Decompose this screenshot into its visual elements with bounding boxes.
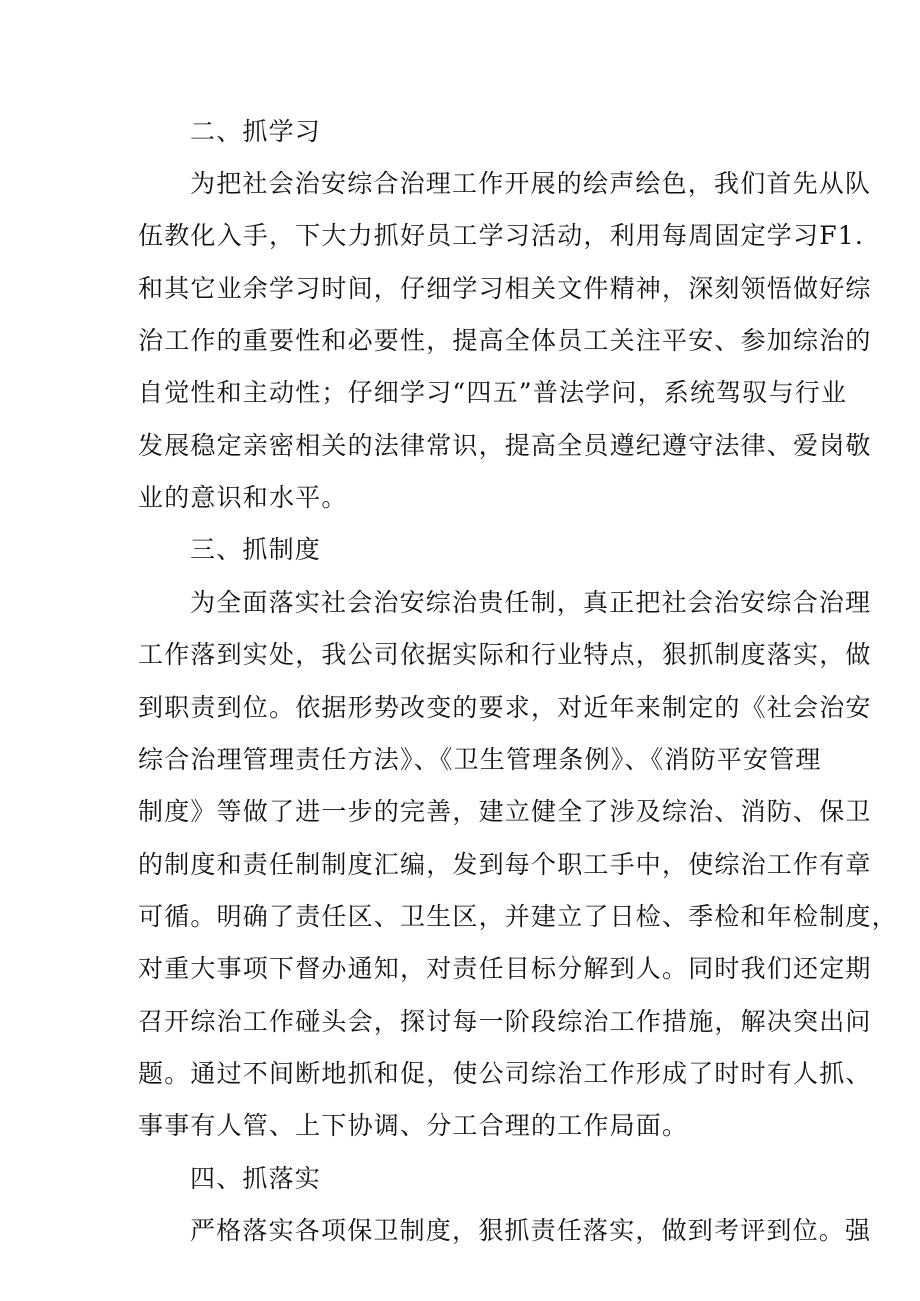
section-heading: 四、抓落实 <box>190 1164 322 1193</box>
paragraph-line: 事事有人管、上下协调、分工合理的工作局面。 <box>138 1111 689 1140</box>
paragraph-line: 对重大事项下督办通知，对责任目标分解到人。同时我们还定期 <box>138 954 872 983</box>
paragraph-line: 工作落到实处，我公司依据实际和行业特点，狠抓制度落实，做 <box>138 640 872 669</box>
paragraph-line: 题。通过不间断地抓和促，使公司综治工作形成了时时有人抓、 <box>138 1059 872 1088</box>
paragraph-line: 伍教化入手，下大力抓好员工学习活动，利用每周固定学习F1. <box>138 221 865 250</box>
paragraph-line: 自觉性和主动性；仔细学习“四五”普法学问，系统驾驭与行业 <box>138 378 848 407</box>
paragraph-line: 和其它业余学习时间，仔细学习相关文件精神，深刻领悟做好综 <box>138 274 872 303</box>
paragraph-line: 到职责到位。依据形势改变的要求，对近年来制定的《社会治安 <box>138 693 872 722</box>
paragraph-line: 业的意识和水平。 <box>138 483 348 512</box>
paragraph-line: 召开综治工作碰头会，探讨每一阶段综治工作措施，解决突出问 <box>138 1007 872 1036</box>
paragraph-line: 可循。明确了责任区、卫生区，并建立了日检、季检和年检制度， <box>138 902 898 931</box>
paragraph-line: 的制度和责任制制度汇编，发到每个职工手中，使综治工作有章 <box>138 850 872 879</box>
section-heading: 二、抓学习 <box>190 117 322 146</box>
paragraph-line: 治工作的重要性和必要性，提高全体员工关注平安、参加综治的 <box>138 326 872 355</box>
paragraph-line: 为把社会治安综合治理工作开展的绘声绘色，我们首先从队 <box>190 169 872 198</box>
paragraph-line: 综合治理管理责任方法》、《卫生管理条例》、《消防平安管理 <box>138 745 822 774</box>
section-heading: 三、抓制度 <box>190 535 322 564</box>
paragraph-line: 制度》等做了进一步的完善，建立健全了涉及综治、消防、保卫 <box>138 797 872 826</box>
paragraph-line: 发展稳定亲密相关的法律常识，提高全员遵纪遵守法律、爱岗敬 <box>138 431 872 460</box>
paragraph-line: 为全面落实社会治安综治贵任制，真正把社会治安综合治理 <box>190 588 872 617</box>
paragraph-line: 严格落实各项保卫制度，狠抓责任落实，做到考评到位。强 <box>190 1216 872 1245</box>
